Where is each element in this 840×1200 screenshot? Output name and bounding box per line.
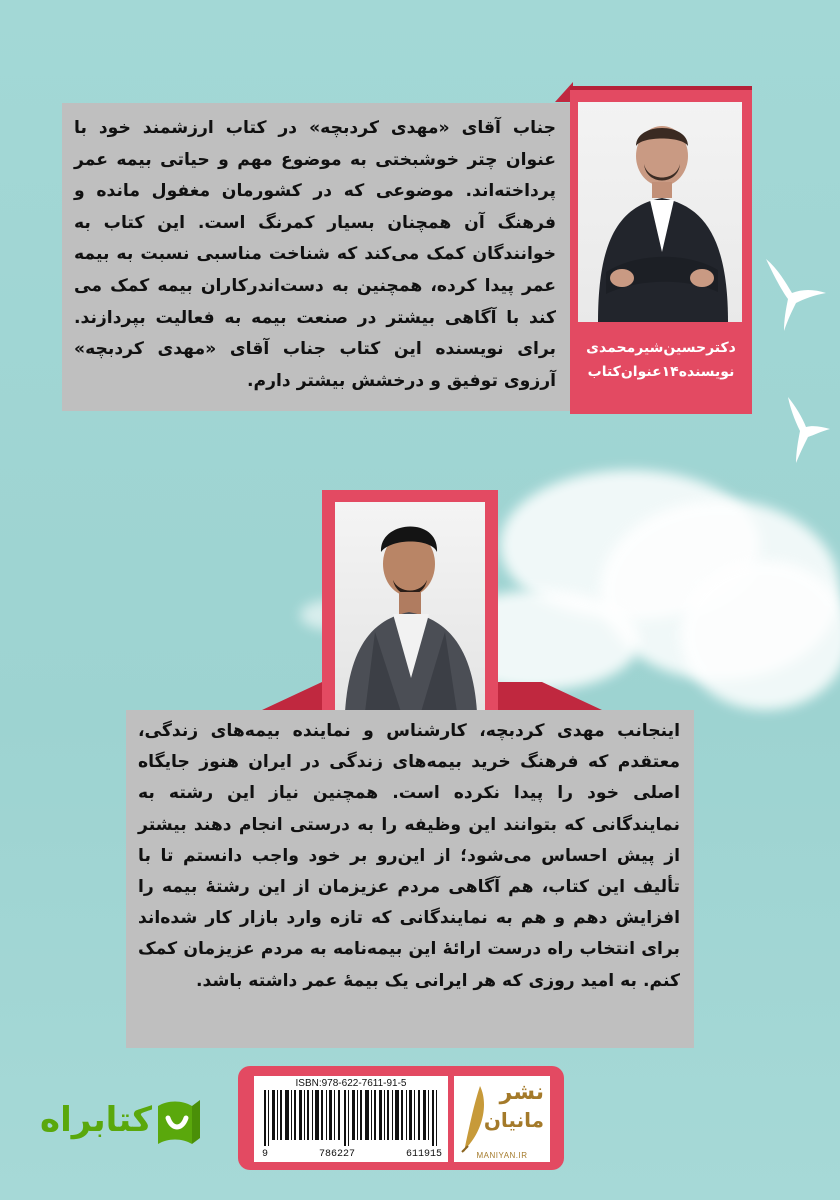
publisher-url: MANIYAN.IR <box>476 1151 528 1160</box>
author-statement <box>126 710 694 1048</box>
bird-icon <box>770 395 830 465</box>
isbn-label: ISBN:978-622-7611-91-5 <box>295 1078 407 1089</box>
ketabrah-book-icon <box>152 1096 204 1150</box>
barcode-lead-digit: 9 <box>262 1149 269 1160</box>
isbn-barcode <box>254 1076 448 1162</box>
barcode-left-digits: 786227 <box>318 1149 355 1160</box>
endorser-photo <box>578 102 742 322</box>
book-info-bar <box>238 1066 564 1170</box>
ketabrah-logo <box>40 1096 210 1152</box>
endorsement-text: جناب آقای «مهدی کردبچه» در کتاب ارزشمند خود با عنوان چتر خوشبختی به موضوع مهم و حیاتی بیمه عمر پرداخته‌اند. موضوعی که در کشورمان مغفول مانده و فرهنگ آن همچنان بسیار کمرنگ است. این کتاب به خوانندگان کمک می‌کند که شناخت مناسبی نسبت به بیمه عمر پیدا کرده، همچنین به دست‌اندرکاران بیمه کمک می کند با آگاهی بیشتر در صنعت بیمه به فعالیت بپردازند. برای نویسنده این کتاب جناب آقای «مهدی کردبچه» آرزوی توفیق و درخشش بیشتر دارم. <box>74 118 556 391</box>
endorser-name: دکترحسین‌شیرمحمدی <box>586 340 736 356</box>
cloud-shape <box>680 560 840 710</box>
publisher-name-line1: نشر <box>499 1080 544 1105</box>
barcode-right-digits: 611915 <box>405 1149 442 1160</box>
barcode-graphic <box>264 1090 440 1146</box>
endorser-photo-frame <box>570 86 752 414</box>
endorser-portrait <box>578 102 742 322</box>
endorser-subtitle: نویسنده۱۴عنوان‌کتاب <box>587 364 735 380</box>
author-photo <box>335 502 485 712</box>
author-portrait <box>335 502 485 712</box>
barcode-digits <box>262 1149 442 1160</box>
endorser-caption <box>570 336 752 384</box>
endorsement-quote <box>62 103 570 411</box>
author-statement-text: اینجانب مهدی کردبچه، کارشناس و نماینده بیمه‌های زندگی، معتقدم که فرهنگ خرید بیمه‌های زندگی در ایران هنوز جایگاه اصلی خود را پیدا نکرده است. همچنین نیاز این رشته به نمایندگانی که بتوانند این وظیفه را به درستی انجام دهند بیشتر از پیش احساس می‌شود؛ از این‌رو بر خود واجب دانستم تا با تألیف این کتاب، هم آگاهی مردم عزیزمان از این رشتهٔ بیمه را افزایش دهم و هم به نمایندگانی که تازه وارد بازار کار شده‌اند برای انتخاب راه درست ارائهٔ این بیمه‌نامه به مردم عزیزمان کمک کنم. به امید روزی که هر ایرانی یک بیمهٔ عمر داشته باشد. <box>138 721 680 991</box>
ketabrah-wordmark: کتابراه <box>40 1100 153 1140</box>
publisher-logo <box>454 1076 550 1162</box>
bird-icon <box>748 255 828 335</box>
author-photo-frame <box>322 490 498 712</box>
publisher-name-line2: مانیان <box>483 1108 544 1132</box>
